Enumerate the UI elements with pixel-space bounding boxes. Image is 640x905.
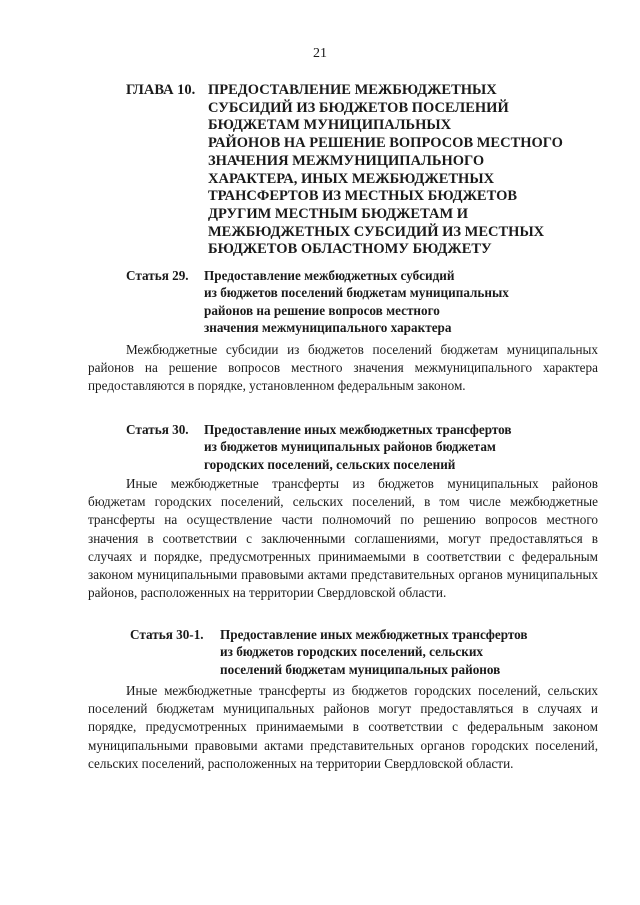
article-29-label: Статья 29. bbox=[126, 268, 189, 283]
chapter-title: ПРЕДОСТАВЛЕНИЕ МЕЖБЮДЖЕТНЫХ СУБСИДИЙ ИЗ БЮДЖЕТОВ ПОСЕЛЕНИЙ БЮДЖЕТАМ МУНИЦИПАЛЬНЫХ РАЙОНОВ НА РЕШЕНИЕ ВОПРОСОВ МЕСТНОГО ЗНАЧЕНИЯ МЕЖМУНИЦИПАЛЬНОГО ХАРАКТЕРА, ИНЫХ МЕЖБЮДЖЕТНЫХ ТРАНСФЕРТОВ ИЗ МЕСТНЫХ БЮДЖЕТОВ ДРУГИМ МЕСТНЫМ БЮДЖЕТАМ И МЕЖБЮДЖЕТНЫХ СУБСИДИЙ ИЗ МЕСТНЫХ БЮДЖЕТОВ ОБЛАСТНОМУ БЮДЖЕТУ bbox=[208, 82, 563, 258]
article-29-title: Предоставление межбюджетных субсидий из бюджетов поселений бюджетам муниципальных районов на решение вопросов местного значения межмуниципального характера bbox=[204, 268, 509, 336]
article-29-text: Межбюджетные субсидии из бюджетов поселений бюджетам муниципальных районов на решение вопросов местного значения межмуниципального характера предоставляются в порядке, установленном федеральным законом. bbox=[88, 342, 598, 394]
article-30-title: Предоставление иных межбюджетных трансфертов из бюджетов муниципальных районов бюджетам городских поселений, сельских поселений bbox=[204, 422, 512, 472]
article-30-1-text: Иные межбюджетные трансферты из бюджетов городских поселений, сельских поселений бюджетам муниципальных районов могут предоставляться в случаях и порядке, предусмотренных принимаемыми в соответствии с федеральным законом муниципальными правовыми актами представительных органов городских поселений, сельских поселений, расположенных на территории Свердловской области. bbox=[88, 683, 598, 771]
article-30-1-label: Статья 30-1. bbox=[130, 627, 204, 642]
article-30-1-heading bbox=[130, 626, 528, 678]
article-30-1-title: Предоставление иных межбюджетных трансфертов из бюджетов городских поселений, сельских поселений бюджетам муниципальных районов bbox=[220, 627, 528, 677]
article-30-heading bbox=[126, 421, 512, 473]
page-number: 21 bbox=[313, 46, 327, 61]
article-30-text: Иные межбюджетные трансферты из бюджетов муниципальных районов бюджетам городских поселений, сельских поселений, в том числе межбюджетные трансферты на осуществление части полномочий по решению вопросов местного значения в соответствии с заключенными соглашениями, могут предоставляться в случаях и порядке, предусмотренных принимаемыми в соответствии с федеральным законом муниципальными правовыми актами представительных органов муниципальных районов, расположенных на территории Свердловской области. bbox=[88, 476, 598, 601]
article-30-label: Статья 30. bbox=[126, 422, 189, 437]
chapter-heading bbox=[126, 82, 606, 259]
chapter-label: ГЛАВА 10. bbox=[126, 82, 196, 98]
article-29-heading bbox=[126, 267, 509, 337]
